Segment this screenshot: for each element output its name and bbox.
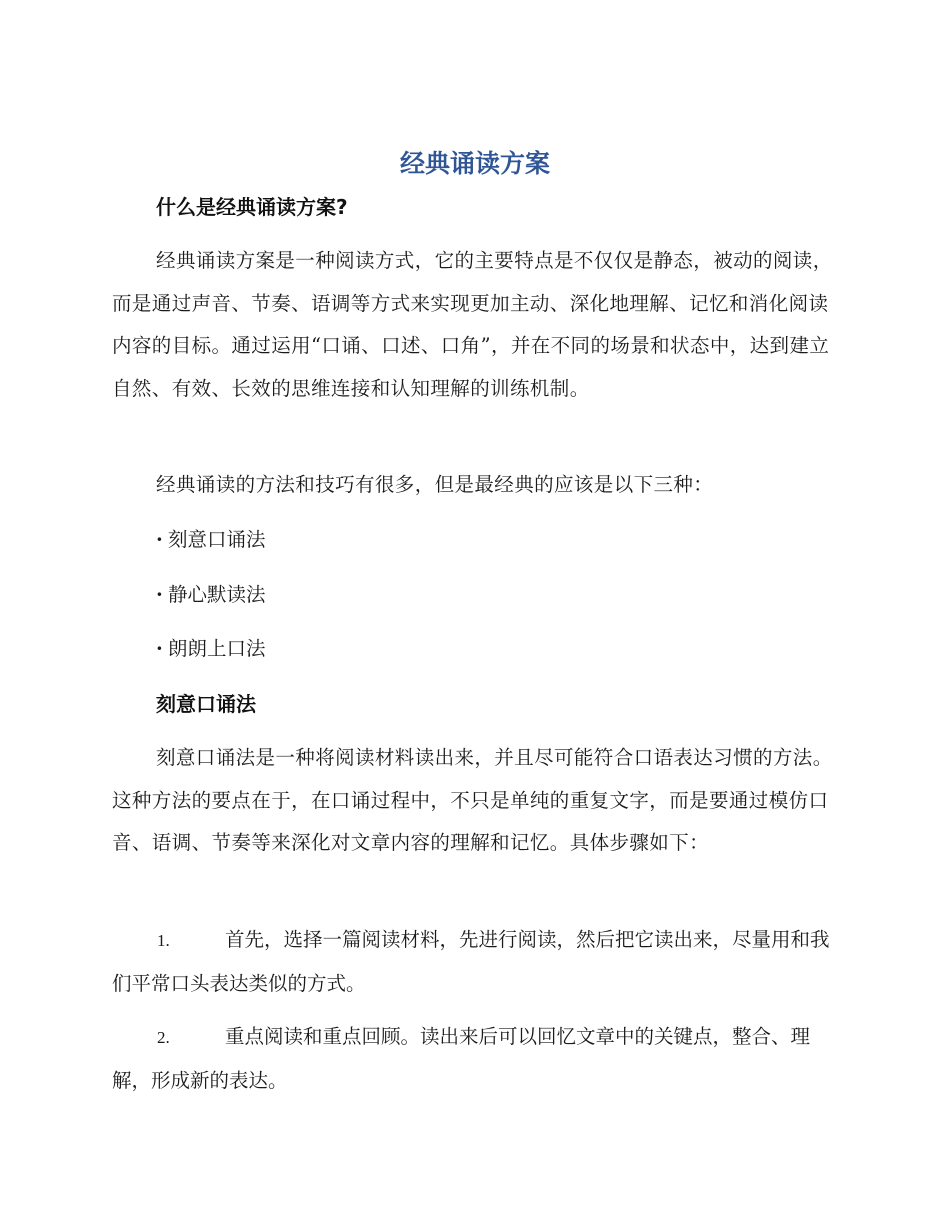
methods-intro-paragraph: 经典诵读的方法和技巧有很多，但是最经典的应该是以下三种： [156, 473, 714, 496]
list-item [156, 581, 266, 609]
method-paragraph: 刻意口诵法是一种将阅读材料读出来，并且尽可能符合口语表达习惯的方法。这种方法的要点在于，在口诵过程中，不只是单纯的重复文字，而是要通过模仿口音、语调、节奏等来深化对文章内容的理解和记忆。具体步骤如下： [112, 746, 833, 854]
section-heading-what-is: 什么是经典诵读方案? [156, 195, 348, 219]
step-text: 重点阅读和重点回顾。读出来后可以回忆文章中的关键点，整合、理解，形成新的表达。 [112, 1025, 811, 1092]
section-heading-deliberate-recitation: 刻意口诵法 [156, 692, 256, 716]
bullet-icon: · [156, 528, 163, 551]
document-title: 经典诵读方案 [399, 149, 550, 178]
bullet-icon: · [156, 583, 163, 606]
list-item-label: 静心默读法 [168, 583, 266, 606]
intro-paragraph: 经典诵读方案是一种阅读方式，它的主要特点是不仅仅是静态，被动的阅读，而是通过声音、节奏、语调等方式来实现更加主动、深化地理解、记忆和消化阅读内容的目标。通过运用“口诵、口述、口角”，并在不同的场景和状态中，达到建立自然、有效、长效的思维连接和认知理解的训练机制。 [112, 249, 833, 400]
step-text: 首先，选择一篇阅读材料，先进行阅读，然后把它读出来，尽量用和我们平常口头表达类似的方式。 [112, 928, 830, 995]
list-item-label: 刻意口诵法 [168, 528, 266, 551]
numbered-step [112, 919, 838, 1005]
step-number: 1. [157, 931, 170, 950]
bullet-icon: · [156, 637, 163, 660]
list-item [156, 526, 266, 554]
list-item [156, 635, 266, 663]
numbered-step [112, 1016, 838, 1102]
list-item-label: 朗朗上口法 [168, 637, 266, 660]
step-number: 2. [157, 1028, 170, 1047]
